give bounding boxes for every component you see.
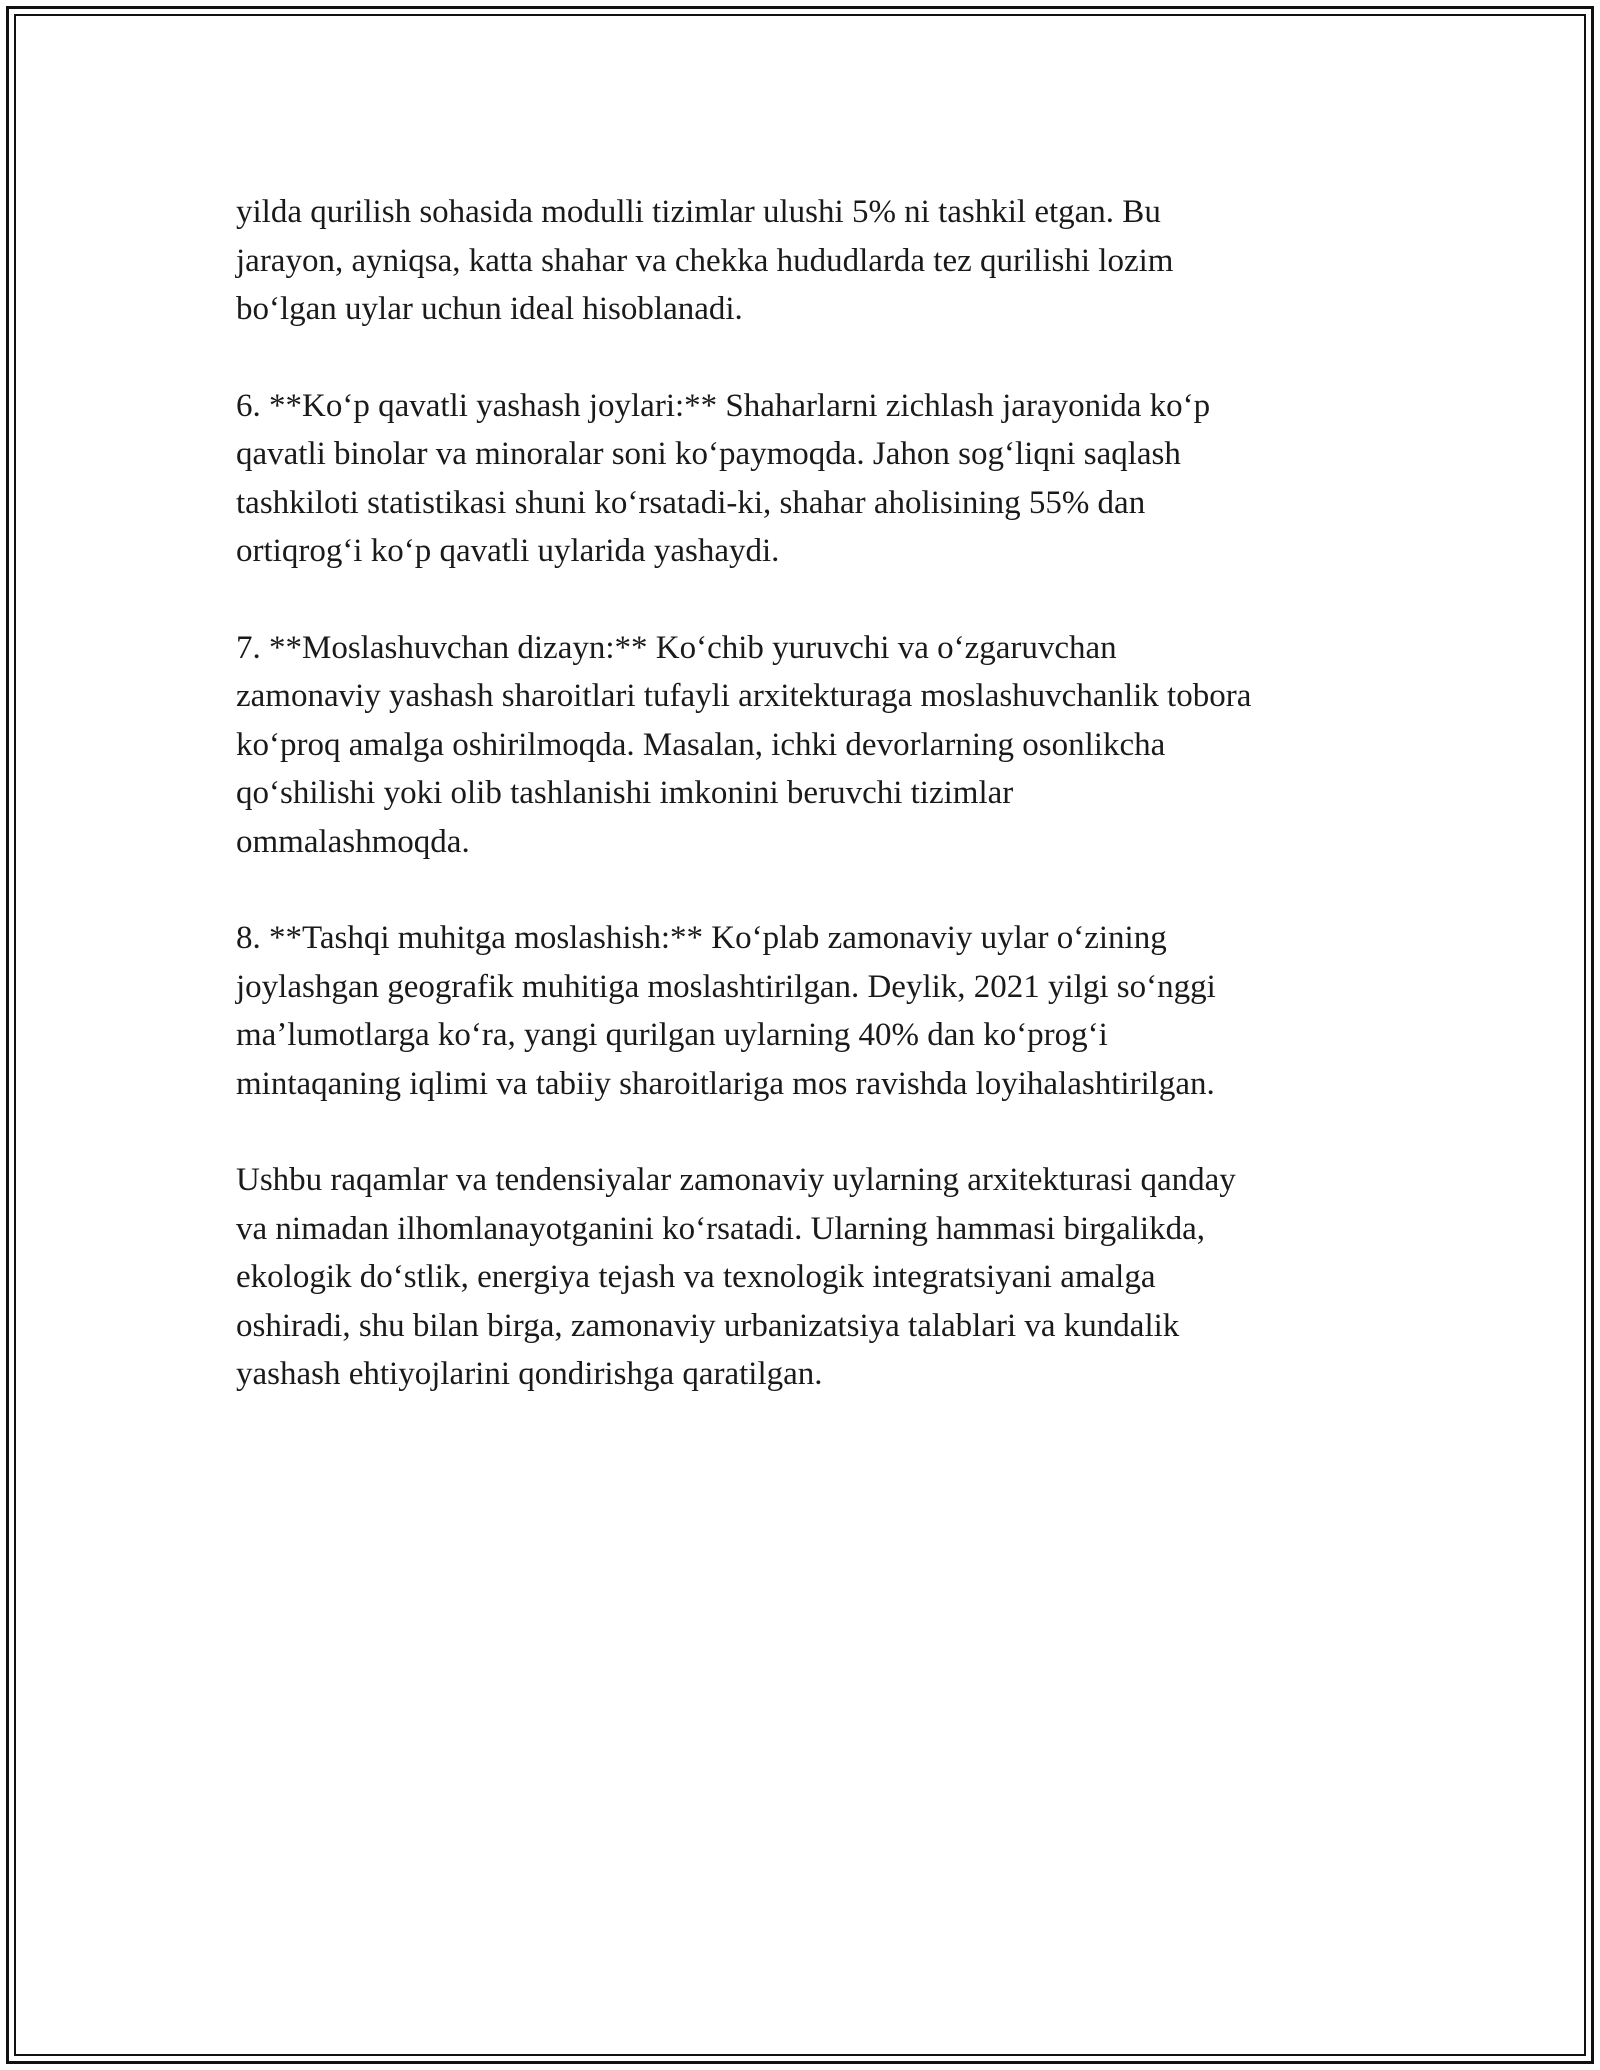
paragraph-modular-systems — [236, 188, 1366, 334]
text-line: mintaqaning iqlimi va tabiiy sharoitlariga mos ravishda loyihalashtirilgan. — [236, 1065, 1215, 1102]
document-body — [236, 188, 1366, 1447]
text-line: ortiqrogʻi koʻp qavatli uylarida yashaydi. — [236, 533, 780, 569]
text-line: oshiradi, shu bilan birga, zamonaviy urbanizatsiya talablari va kundalik — [236, 1307, 1180, 1344]
text-line: koʻproq amalga oshirilmoqda. Masalan, ichki devorlarning osonlikcha — [236, 726, 1166, 763]
text-line: maʼlumotlarga koʻra, yangi qurilgan uylarning 40% dan koʻprogʻi — [236, 1017, 1108, 1053]
text-line: 7. **Moslashuvchan dizayn:** Koʻchib yuruvchi va oʻzgaruvchan — [236, 629, 1117, 666]
text-line: jarayon, ayniqsa, katta shahar va chekka hududlarda tez qurilishi lozim — [236, 242, 1174, 279]
text-line: zamonaviy yashash sharoitlari tufayli arxitekturaga moslashuvchanlik tobora — [236, 678, 1252, 714]
text-line: ekologik doʻstlik, energiya tejash va texnologik integratsiyani amalga — [236, 1259, 1156, 1295]
paragraph-conclusion — [236, 1156, 1366, 1399]
text-line: Ushbu raqamlar va tendensiyalar zamonaviy uylarning arxitekturasi qanday — [236, 1162, 1236, 1198]
text-line: joylashgan geografik muhitiga moslashtirilgan. Deylik, 2021 yilgi soʻnggi — [236, 968, 1216, 1005]
text-line: va nimadan ilhomlanayotganini koʻrsatadi. Ularning hammasi birgalikda, — [236, 1210, 1205, 1247]
text-line: tashkiloti statistikasi shuni koʻrsatadi-ki, shahar aholisining 55% dan — [236, 484, 1146, 521]
paragraph-item-8-environment — [236, 914, 1366, 1108]
paragraph-item-6-multistory — [236, 382, 1366, 576]
text-line: ommalashmoqda. — [236, 823, 470, 860]
text-line: qavatli binolar va minoralar soni koʻpaymoqda. Jahon sogʻliqni saqlash — [236, 436, 1181, 472]
text-line: qoʻshilishi yoki olib tashlanishi imkonini beruvchi tizimlar — [236, 775, 1014, 811]
paragraph-item-7-flexible-design — [236, 624, 1366, 867]
text-line: 8. **Tashqi muhitga moslashish:** Koʻplab zamonaviy uylar oʻzining — [236, 920, 1167, 956]
text-line: yilda qurilish sohasida modulli tizimlar ulushi 5% ni tashkil etgan. Bu — [236, 194, 1161, 230]
text-line: 6. **Koʻp qavatli yashash joylari:** Shaharlarni zichlash jarayonida koʻp — [236, 387, 1211, 424]
text-line: yashash ehtiyojlarini qondirishga qaratilgan. — [236, 1356, 823, 1392]
text-line: boʻlgan uylar uchun ideal hisoblanadi. — [236, 291, 743, 327]
